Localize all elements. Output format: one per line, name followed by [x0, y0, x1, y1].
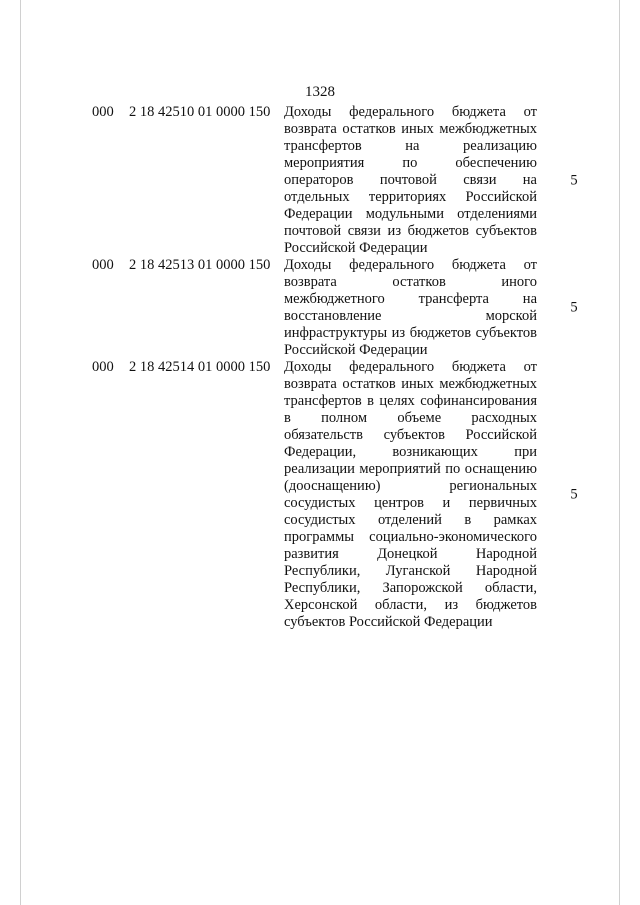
income-description: Доходы федерального бюджета от возврата остатков иных межбюджетных трансфертов на реализацию мероприятия по обеспечению операторов почтовой связи на отдельных территориях Российской Федерации модульными отделениями почтовой связи из бюджетов субъектов Российской Федерации: [284, 104, 537, 256]
income-codes-table: [0, 104, 640, 631]
amount-value: 5: [570, 299, 578, 316]
budget-classification-code: 2 18 42513 01 0000 150: [129, 257, 271, 273]
budget-classification-code: 2 18 42514 01 0000 150: [129, 359, 271, 375]
amount-value: 5: [570, 172, 578, 188]
amount-value: 5: [570, 486, 578, 503]
table-row: [0, 359, 640, 631]
admin-code: 000: [92, 257, 114, 273]
budget-classification-code: 2 18 42510 01 0000 150: [129, 104, 271, 120]
income-description: Доходы федерального бюджета от возврата остатков иных межбюджетных трансфертов в целях софинансирования в полном объеме расходных обязательств субъектов Российской Федерации, возникающих при реализации мероприятий по оснащению (дооснащению) региональных сосудистых центров и первичных сосудистых отделений в рамках программы социально-экономического развития Донецкой Народной Республики, Луганской Народной Республики, Запорожской области, Херсонской области, из бюджетов субъектов Российской Федерации: [284, 359, 537, 630]
admin-code: 000: [92, 359, 114, 375]
income-description: Доходы федерального бюджета от возврата остатков иного межбюджетного трансферта на восстановление морской инфраструктуры из бюджетов субъектов Российской Федерации: [284, 257, 537, 358]
admin-code: 000: [92, 104, 114, 120]
table-row: [0, 104, 640, 257]
page-number: 1328: [305, 84, 335, 100]
table-row: [0, 257, 640, 359]
